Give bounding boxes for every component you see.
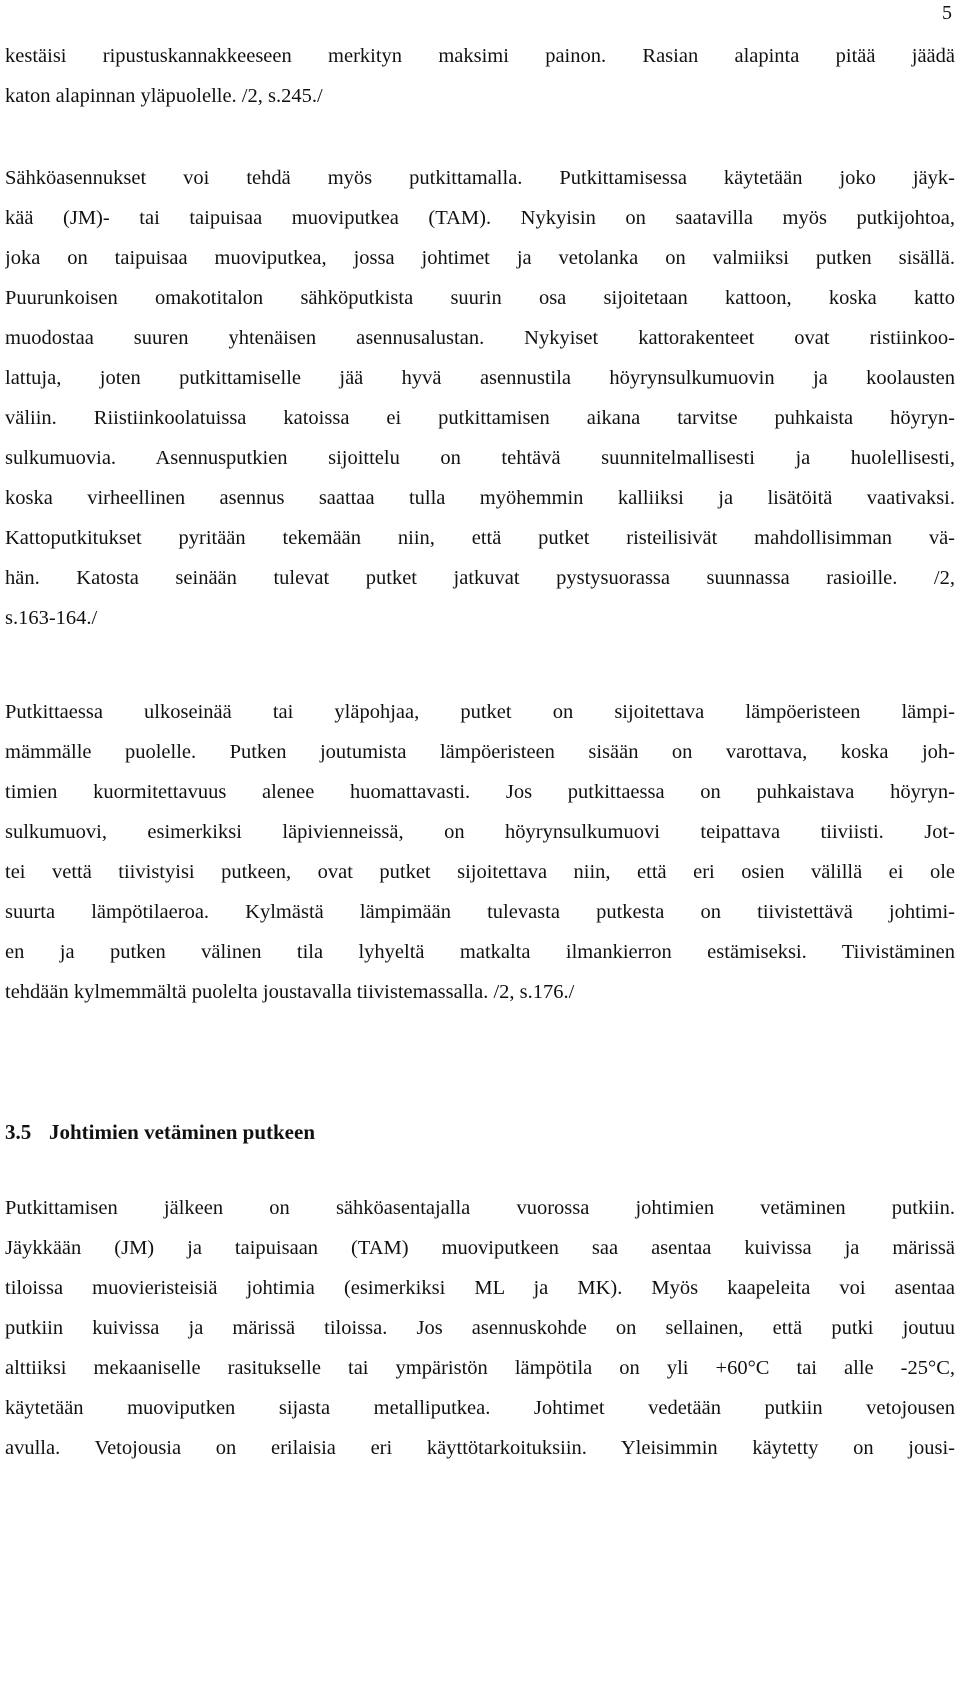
document-body — [5, 36, 955, 1468]
text-line: muodostaa suuren yhtenäisen asennusalustan. Nykyiset kattorakenteet ovat ristiinkoo- — [5, 327, 955, 349]
section-heading — [5, 1112, 955, 1152]
text-line: en ja putken välinen tila lyhyeltä matkalta ilmankierron estämiseksi. Tiivistäminen — [5, 941, 955, 963]
paragraph-putkittaminen — [5, 158, 955, 638]
text-line: katon alapinnan yläpuolelle. /2, s.245./ — [5, 85, 323, 107]
text-line: suurta lämpötilaeroa. Kylmästä lämpimään tulevasta putkesta on tiivistettävä johtimi- — [5, 901, 955, 923]
text-line: kestäisi ripustuskannakkeeseen merkityn maksimi painon. Rasian alapinta pitää jäädä — [5, 45, 955, 67]
text-line: timien kuormitettavuus alenee huomattavasti. Jos putkittaessa on puhkaistava höyryn- — [5, 781, 955, 803]
text-line: Putkittaessa ulkoseinää tai yläpohjaa, putket on sijoitettava lämpöeristeen lämpi- — [5, 701, 955, 723]
section-number: 3.5 — [5, 1120, 32, 1144]
paragraph-continuation — [5, 36, 955, 116]
text-line: Puurunkoisen omakotitalon sähköputkista suurin osa sijoitetaan kattoon, koska katto — [5, 287, 955, 309]
text-line: Sähköasennukset voi tehdä myös putkittamalla. Putkittamisessa käytetään joko jäyk- — [5, 167, 955, 189]
paragraph-johtimien-vetaminen — [5, 1188, 955, 1468]
text-line: sulkumuovia. Asennusputkien sijoittelu on tehtävä suunnitelmallisesti ja huolellisesti, — [5, 447, 955, 469]
text-line: Kattoputkitukset pyritään tekemään niin, että putket risteilisivät mahdollisimman vä- — [5, 527, 955, 549]
text-line: käytetään muoviputken sijasta metalliputkea. Johtimet vedetään putkiin vetojousen — [5, 1397, 955, 1419]
page-number: 5 — [942, 2, 952, 24]
text-line: putkiin kuivissa ja märissä tiloissa. Jos asennuskohde on sellainen, että putki joutuu — [5, 1317, 955, 1339]
text-line: tei vettä tiivistyisi putkeen, ovat putket sijoitettava niin, että eri osien välillä ei ole — [5, 861, 955, 883]
text-line: lattuja, joten putkittamiselle jää hyvä asennustila höyrynsulkumuovin ja koolausten — [5, 367, 955, 389]
text-line: alttiiksi mekaaniselle rasitukselle tai ympäristön lämpötila on yli +60°C tai alle -25°C, — [5, 1357, 955, 1379]
paragraph-ulkoseina — [5, 692, 955, 1012]
text-line: kää (JM)- tai taipuisaa muoviputkea (TAM). Nykyisin on saatavilla myös putkijohtoa, — [5, 207, 955, 229]
text-line: tiloissa muovieristeisiä johtimia (esimerkiksi ML ja MK). Myös kaapeleita voi asentaa — [5, 1277, 955, 1299]
section-title: Johtimien vetäminen putkeen — [49, 1120, 316, 1144]
text-line: hän. Katosta seinään tulevat putket jatkuvat pystysuorassa suunnassa rasioille. /2, — [5, 567, 955, 589]
text-line: mämmälle puolelle. Putken joutumista lämpöeristeen sisään on varottava, koska joh- — [5, 741, 955, 763]
text-line: koska virheellinen asennus saattaa tulla myöhemmin kalliiksi ja lisätöitä vaativaksi. — [5, 487, 955, 509]
text-line: tehdään kylmemmältä puolelta joustavalla tiivistemassalla. /2, s.176./ — [5, 981, 575, 1003]
text-line: s.163-164./ — [5, 607, 98, 629]
text-line: sulkumuovi, esimerkiksi läpivienneissä, on höyrynsulkumuovi teipattava tiiviisti. Jot- — [5, 821, 955, 843]
text-line: Jäykkään (JM) ja taipuisaan (TAM) muoviputkeen saa asentaa kuivissa ja märissä — [5, 1237, 955, 1259]
text-line: väliin. Riistiinkoolatuissa katoissa ei putkittamisen aikana tarvitse puhkaista höyryn- — [5, 407, 955, 429]
text-line: avulla. Vetojousia on erilaisia eri käyttötarkoituksiin. Yleisimmin käytetty on jousi- — [5, 1437, 955, 1459]
text-line: Putkittamisen jälkeen on sähköasentajalla vuorossa johtimien vetäminen putkiin. — [5, 1197, 955, 1219]
text-line: joka on taipuisaa muoviputkea, jossa johtimet ja vetolanka on valmiiksi putken sisällä. — [5, 247, 955, 269]
